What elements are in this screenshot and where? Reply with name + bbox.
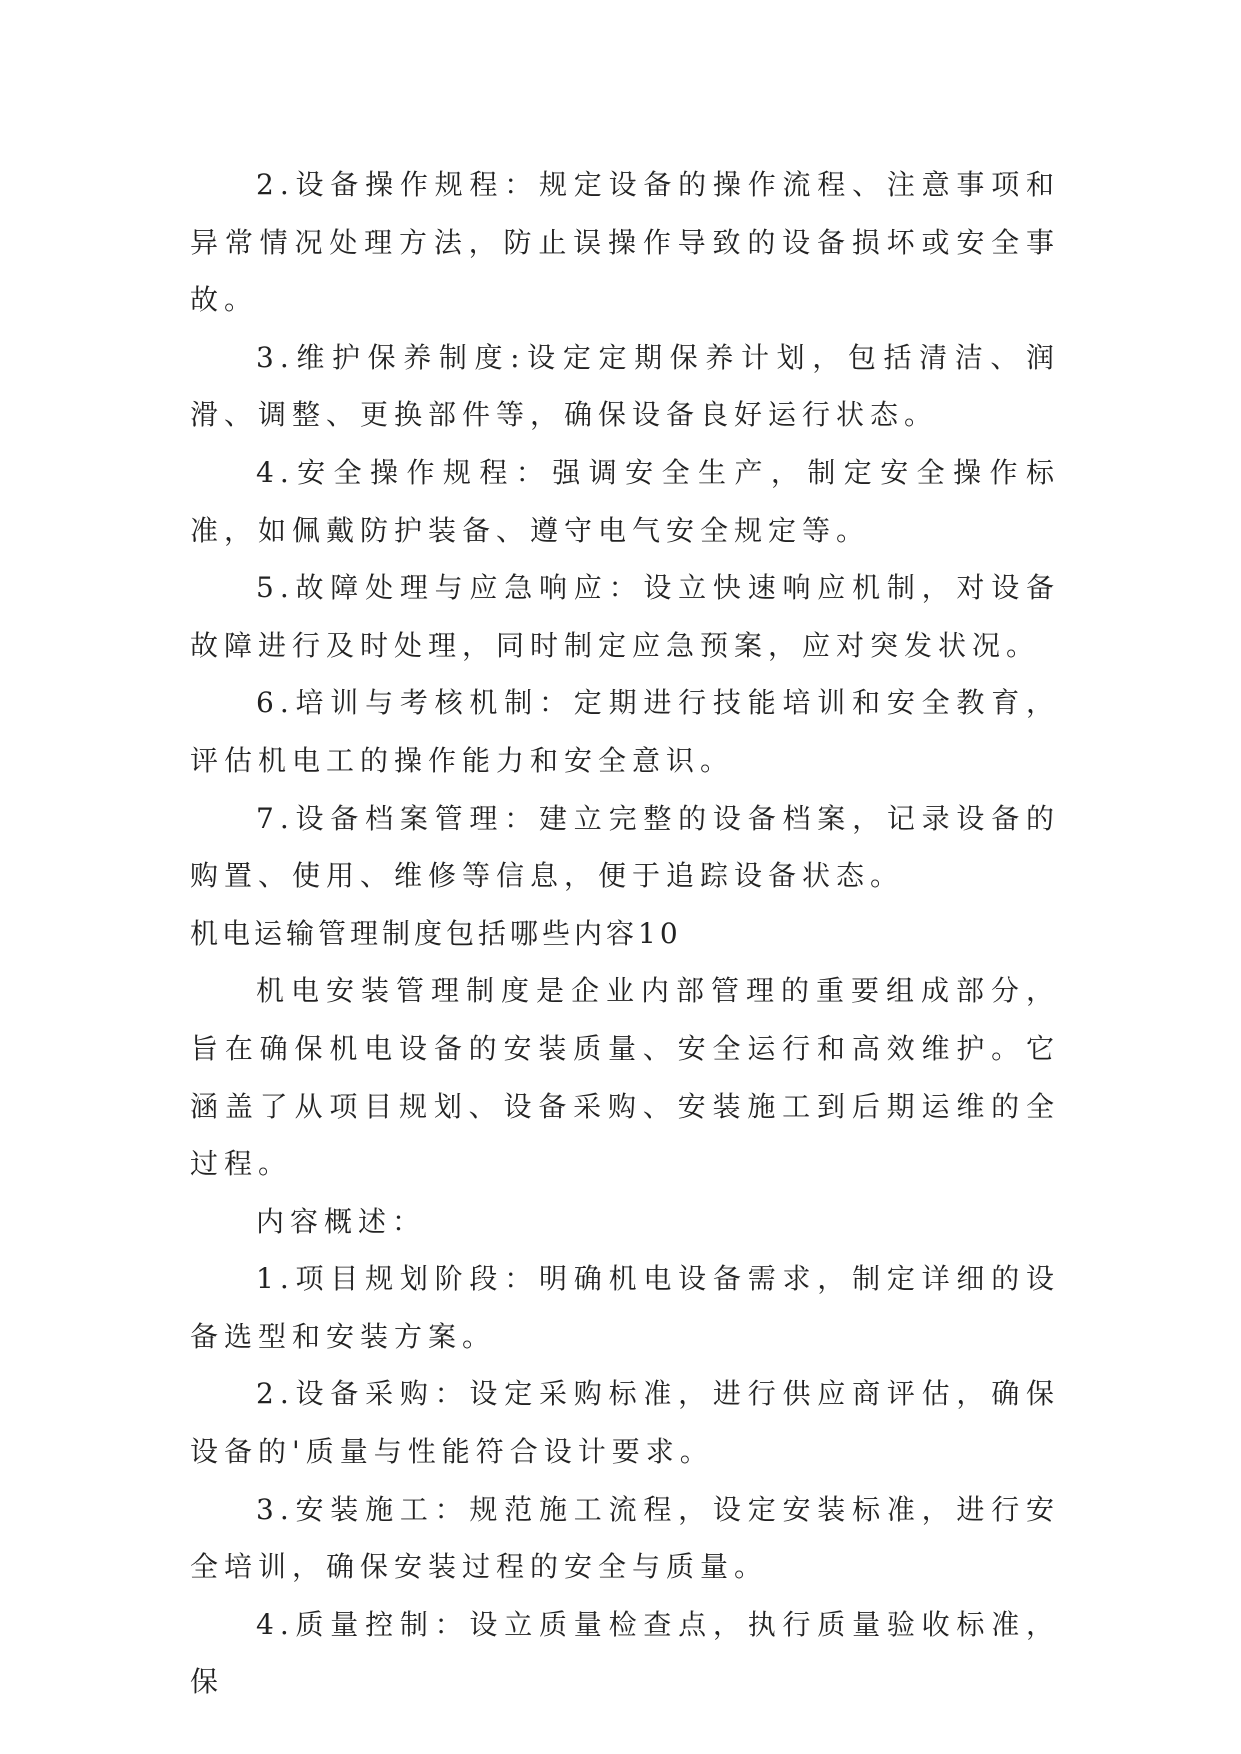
paragraph-procurement: 2.设备采购：设定采购标准，进行供应商评估，确保设备的'质量与性能符合设计要求。: [190, 1377, 1060, 1469]
paragraph-quality-control: 4.质量控制：设立质量检查点，执行质量验收标准，保: [190, 1607, 1060, 1699]
paragraph-intro: 机电安装管理制度是企业内部管理的重要组成部分，旨在确保机电设备的安装质量、安全运行和高效维护。它涵盖了从项目规划、设备采购、安装施工到后期运维的全过程。: [190, 974, 1060, 1181]
paragraph-fault-handling: 5.故障处理与应急响应：设立快速响应机制，对设备故障进行及时处理，同时制定应急预案，应对突发状况。: [190, 571, 1060, 662]
paragraph-installation: 3.安装施工：规范施工流程，设定安装标准，进行安全培训，确保安装过程的安全与质量。: [190, 1492, 1060, 1584]
paragraph-equipment-records: 7.设备档案管理：建立完整的设备档案，记录设备的购置、使用、维修等信息，便于追踪设备状态。: [190, 801, 1060, 893]
paragraph-project-planning: 1.项目规划阶段：明确机电设备需求，制定详细的设备选型和安装方案。: [190, 1262, 1060, 1353]
paragraph-training: 6.培训与考核机制：定期进行技能培训和安全教育，评估机电工的操作能力和安全意识。: [190, 686, 1060, 777]
paragraph-equipment-operation: 2.设备操作规程：规定设备的操作流程、注意事项和异常情况处理方法，防止误操作导致的设备损坏或安全事故。: [190, 168, 1060, 317]
paragraph-maintenance: 3.维护保养制度:设定定期保养计划，包括清洁、润滑、调整、更换部件等，确保设备良好运行状态。: [190, 340, 1060, 432]
paragraph-overview-label: 内容概述：: [256, 1204, 427, 1238]
document-page: [190, 156, 1060, 1711]
section-heading: 机电运输管理制度包括哪些内容10: [190, 916, 682, 950]
paragraph-safety-operation: 4.安全操作规程：强调安全生产，制定安全操作标准，如佩戴防护装备、遵守电气安全规定等。: [190, 455, 1060, 547]
